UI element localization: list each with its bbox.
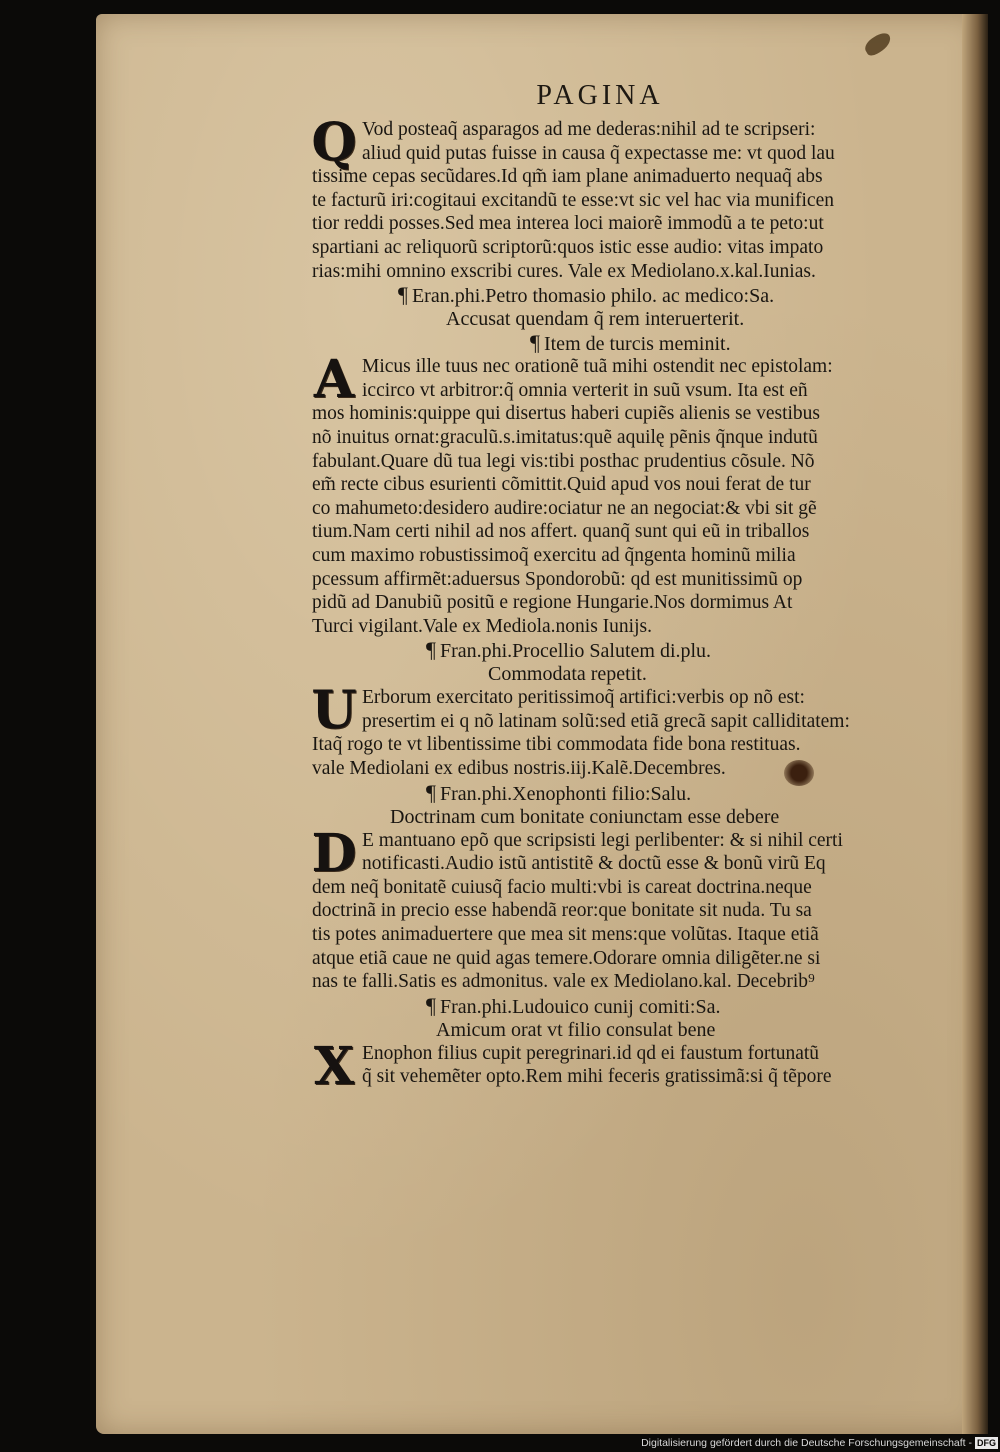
text-line: tis potes animaduertere que mea sit mens:que volũtas. Itaque etiã	[312, 924, 819, 946]
initial-letter: A	[313, 349, 355, 411]
text-line: pcessum affirmẽt:aduersus Spondorobũ: qd est munitissimũ op	[312, 568, 803, 590]
pilcrow-icon: ¶	[426, 637, 436, 663]
letter-heading	[312, 781, 952, 805]
text-line: te facturũ iri:cogitaui excitandũ te esse:vt sic vel hac via munificen	[312, 189, 834, 211]
heading-text: Fran.phi.Ludouico cunij comiti:Sa.	[439, 995, 721, 1018]
text-line: pidũ ad Danubiũ positũ e regione Hungarie.Nos dormimus At	[312, 592, 793, 614]
text-line: E mantuano epõ que scripsisti legi perlibenter: & si nihil certi	[362, 829, 843, 851]
letter-heading	[312, 331, 952, 355]
letter-heading	[312, 994, 952, 1018]
heading-text: Eran.phi.Petro thomasio philo. ac medico:Sa.	[411, 285, 775, 308]
page-edge	[962, 14, 988, 1434]
initial-letter: U	[311, 680, 357, 742]
letter-2	[312, 349, 952, 638]
pilcrow-icon: ¶	[426, 992, 436, 1018]
text-line: Turci vigilant.Vale ex Mediola.nonis Iunijs.	[312, 615, 652, 637]
text-block	[311, 112, 952, 1097]
text-line: notificasti.Audio istũ antistitẽ & doctũ esse & bonũ virũ Eq	[362, 853, 826, 875]
digitization-credit	[606, 1434, 1000, 1452]
ink-stain	[784, 760, 814, 786]
letter-heading	[312, 638, 952, 662]
letter-summary: Amicum orat vt filio consulat bene	[436, 1018, 716, 1041]
text-line: fabulant.Quare dũ tua legi vis:tibi posthac prudentius cõsule. Nõ	[312, 450, 815, 472]
text-line: Itaq̃ rogo te vt libentissime tibi commodata fide bona restituas.	[312, 734, 801, 756]
text-line: presertim ei q nõ latinam solũ:sed etiã grecã sapit calliditatem:	[362, 710, 850, 732]
text-line: nõ inuitus ornat:graculũ.s.imitatus:quẽ aquilę pẽnis q̃nque indutũ	[312, 426, 818, 448]
text-line: em̃ recte cibus esurienti cõmittit.Quid apud vos noui ferat de tur	[312, 474, 811, 496]
text-line: Vod posteaq̃ asparagos ad me dederas:nihil ad te scripseri:	[362, 119, 816, 140]
heading-text: Fran.phi.Procellio Salutem di.plu.	[439, 640, 712, 663]
text-line: vale Mediolani ex edibus nostris.iij.Kalẽ.Decembres.	[312, 758, 726, 780]
pilcrow-icon: ¶	[530, 330, 540, 356]
text-line: cum maximo robustissimoq̃ exercitu ad q̃ngenta hominũ milia	[312, 544, 796, 566]
pilcrow-icon: ¶	[398, 282, 408, 308]
text-line: tium.Nam certi nihil ad nos affert. quanq̃ sunt qui eũ in triballos	[312, 521, 810, 543]
letter-heading	[312, 283, 952, 307]
initial-letter: X	[313, 1035, 355, 1097]
text-line: Erborum exercitato peritissimoq̃ artifici:verbis op nõ est:	[362, 687, 805, 709]
initial-letter: D	[311, 822, 357, 884]
text-line: tissime cepas secũdares.Id qm̃ iam plane animaduerto nequaq̃ abs	[312, 166, 823, 188]
letter-summary: Accusat quendam q̃ rem interuerterit.	[446, 308, 745, 331]
pilcrow-icon: ¶	[426, 779, 436, 805]
text-line: dem neq̃ bonitatẽ cuiusq̃ facio multi:vbi is careat doctrina.neque	[312, 876, 812, 898]
letter-1	[311, 112, 952, 283]
letter-4	[311, 822, 952, 994]
letter-5	[312, 1035, 952, 1097]
letter-summary: Commodata repetit.	[488, 663, 647, 686]
letter-summary: Doctrinam cum bonitate coniunctam esse debere	[390, 805, 780, 828]
text-line: iccirco vt arbitror:q̃ omnia verterit in suũ vsum. Ita est eñ	[362, 379, 808, 401]
text-line: spartiani ac reliquorũ scriptorũ:quos istic esse audio: vitas impato	[312, 236, 824, 258]
text-line: atque etiã caue ne quid agas temere.Odorare omnia diligẽter.ne si	[312, 947, 821, 969]
text-line: nas te falli.Satis es admonitus. vale ex Mediolano.kal. Decebrib⁹	[312, 971, 815, 993]
credit-text: Digitalisierung gefördert durch die Deutsche Forschungsgemeinschaft -	[641, 1437, 972, 1449]
text-line: rias:mihi omnino exscribi cures. Vale ex Mediolano.x.kal.Iunias.	[312, 260, 816, 282]
letter-3	[311, 680, 952, 780]
text-line: aliud quid putas fuisse in causa q̃ expectasse me: vt quod lau	[362, 142, 835, 164]
text-line: Enophon filius cupit peregrinari.id qd ei faustum fortunatũ	[362, 1042, 820, 1064]
text-line: mos hominis:quippe qui disertus haberi cupiẽs alienis se vestibus	[312, 403, 821, 425]
text-line: Micus ille tuus nec orationẽ tuã mihi ostendit nec epistolam:	[362, 356, 833, 378]
text-line: tior reddi posses.Sed mea interea loci maiorẽ immodũ a te peto:ut	[312, 213, 824, 235]
text-line: doctrinã in precio esse habendã reor:que bonitate sit nuda. Tu sa	[312, 900, 812, 922]
heading-text: Item de turcis meminit.	[543, 333, 731, 356]
running-head: PAGINA	[536, 80, 664, 111]
text-line: co mahumeto:desidero audire:ociatur ne an negociat:& vbi sit gẽ	[312, 497, 817, 519]
dfg-logo: DFG	[977, 1438, 996, 1449]
text-line: q̃ sit vehemẽter opto.Rem mihi feceris gratissimã:si q̃ tẽpore	[362, 1066, 832, 1088]
initial-letter: Q	[311, 112, 357, 173]
heading-text: Fran.phi.Xenophonti filio:Salu.	[439, 782, 692, 805]
